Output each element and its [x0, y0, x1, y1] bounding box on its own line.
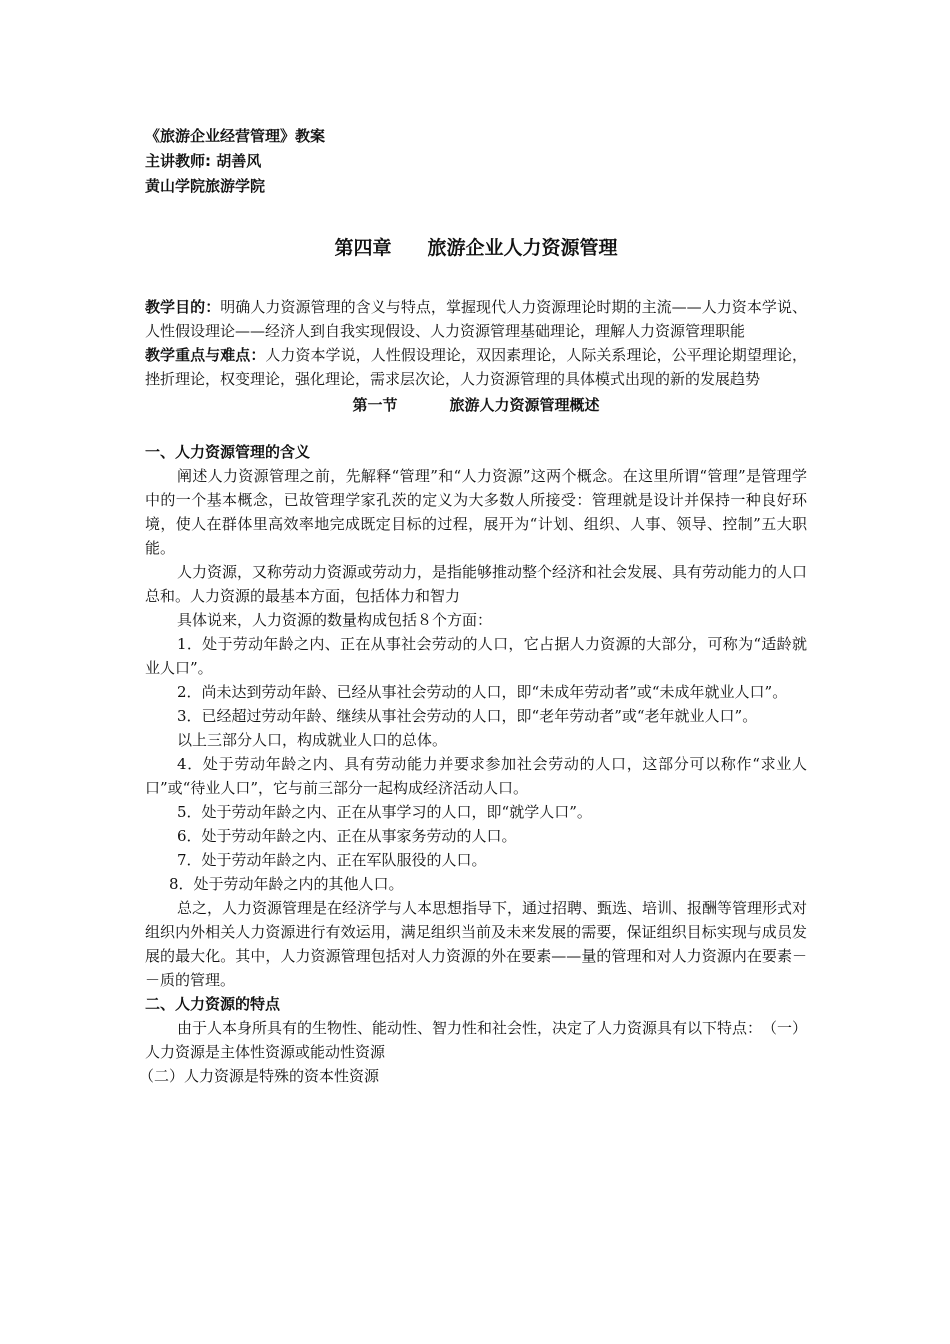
key-points: [145, 343, 807, 391]
part2-paragraph-1: 由于人本身所具有的生物性、能动性、智力性和社会性，决定了人力资源具有以下特点： （一）人力资源是主体性资源或能动性资源: [145, 1019, 808, 1061]
teaching-objectives: [145, 295, 807, 343]
list-item-3: 3．已经超过劳动年龄、继续从事社会劳动的人口，即“老年劳动者”或“老年就业人口”。: [177, 707, 758, 725]
part2-paragraph-2: （二）人力资源是特殊的资本性资源: [139, 1067, 380, 1085]
chapter-title: [145, 234, 807, 262]
section-title: [145, 393, 807, 417]
part1-paragraph-3: 具体说来，人力资源的数量构成包括８个方面：: [177, 611, 493, 629]
part1-heading: 一、人力资源管理的含义: [145, 443, 311, 461]
section-name: 旅游人力资源管理概述: [449, 396, 600, 414]
part1-conclusion: 总之，人力资源管理是在经济学与人本思想指导下，通过招聘、甄选、培训、报酬等管理形式对组织内外相关人力资源进行有效运用，满足组织当前及未来发展的需要，保证组织目标实现与成员发展的最大化。其中，人力资源管理包括对人力资源的外在要素——量的管理和对人力资源内在要素－－质的管理。: [145, 899, 808, 989]
list-item-4: 4．处于劳动年龄之内、具有劳动能力并要求参加社会劳动的人口，这部分可以称作“求业人口”或“待业人口”，它与前三部分一起构成经济活动人口。: [145, 755, 807, 797]
key-points-label: 教学重点与难点：: [145, 346, 266, 364]
key-points-text: 人力资本学说，人性假设理论，双因素理论，人际关系理论，公平理论期望理论，挫折理论，权变理论，强化理论，需求层次论，人力资源管理的具体模式出现的新的发展趋势: [145, 346, 807, 388]
chapter-name: 旅游企业人力资源管理: [427, 237, 618, 259]
employment-summary: 以上三部分人口，构成就业人口的总体。: [177, 731, 448, 749]
list-item-2: 2．尚未达到劳动年龄、已经从事社会劳动的人口，即“未成年劳动者”或“未成年就业人口”。: [177, 683, 788, 701]
teacher-line: 主讲教师: 胡善风: [145, 152, 262, 170]
list-item-1: 1．处于劳动年龄之内、正在从事社会劳动的人口，它占据人力资源的大部分，可称为“适龄就业人口”。: [145, 635, 807, 677]
chapter-number: 第四章: [334, 237, 392, 259]
objectives-label: 教学目的：: [145, 298, 221, 316]
part1-paragraph-1: 阐述人力资源管理之前，先解释“管理”和“人力资源”这两个概念。在这里所谓“管理”是管理学中的一个基本概念，已故管理学家孔茨的定义为大多数人所接受：管理就是设计并保持一种良好环境，使人在群体里高效率地完成既定目标的过程，展开为“计划、组织、人事、领导、控制”五大职能。: [145, 467, 807, 557]
objectives-text: 明确人力资源管理的含义与特点，掌握现代人力资源理论时期的主流——人力资本学说、人性假设理论——经济人到自我实现假设、人力资源管理基础理论，理解人力资源管理职能: [145, 298, 807, 340]
part1-paragraph-2: 人力资源，又称劳动力资源或劳动力，是指能够推动整个经济和社会发展、具有劳动能力的人口总和。人力资源的最基本方面，包括体力和智力: [145, 563, 808, 605]
part2-heading: 二、人力资源的特点: [145, 995, 281, 1013]
school-line: 黄山学院旅游学院: [145, 177, 266, 195]
section-number: 第一节: [352, 396, 398, 414]
list-item-7: 7．处于劳动年龄之内、正在军队服役的人口。: [177, 851, 487, 869]
document-page: [139, 124, 808, 1088]
course-title: 《旅游企业经营管理》教案: [145, 127, 326, 145]
list-item-6: 6．处于劳动年龄之内、正在从事家务劳动的人口。: [177, 827, 517, 845]
list-item-5: 5．处于劳动年龄之内、正在从事学习的人口，即“就学人口”。: [177, 803, 592, 821]
list-item-8: 8．处于劳动年龄之内的其他人口。: [169, 875, 404, 893]
